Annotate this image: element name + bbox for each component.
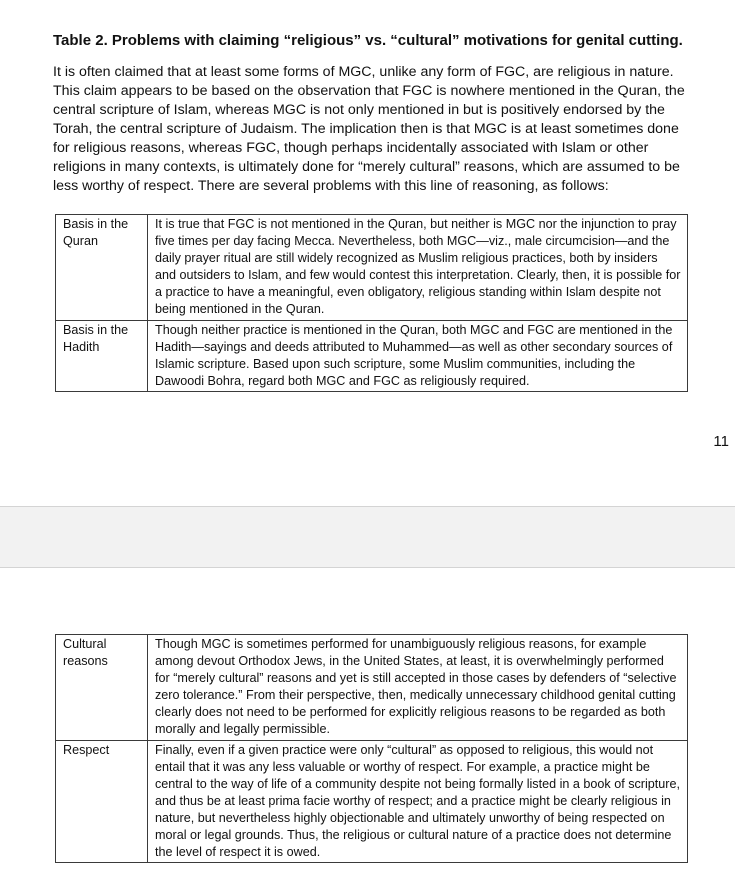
table-row	[56, 740, 688, 863]
row-text-cell: Though neither practice is mentioned in the Quran, both MGC and FGC are mentioned in the Hadith—sayings and deeds attributed to Muhammed—as well as other secondary sources of Islamic scripture. Based upon such scripture, some Muslim communities, including the Dawoodi Bohra, regard both MGC and FGC as religiously required.	[148, 320, 688, 391]
table-row	[56, 635, 688, 741]
row-text-cell: Finally, even if a given practice were only “cultural” as opposed to religious, this would not entail that it was any less valuable or worthy of respect. For example, a practice might be central to the way of life of a community despite not being formally listed in a book of scripture, and thus be at least prima facie worthy of respect; and a practice might be clearly religious in nature, but nevertheless highly objectionable and ultimately unworthy of being respected on moral or legal grounds. Thus, the religious or cultural nature of a practice does not determine the level of respect it is owed.	[148, 740, 688, 863]
page-number: 11	[713, 433, 729, 450]
row-label-cell: Basis in the Hadith	[56, 320, 148, 391]
row-label-cell: Basis in the Quran	[56, 215, 148, 321]
page-separator	[0, 506, 735, 568]
table-row	[56, 320, 688, 391]
row-label-cell: Cultural reasons	[56, 635, 148, 741]
table-title: Table 2. Problems with claiming “religious” vs. “cultural” motivations for genital cutting.	[53, 32, 683, 49]
table-row	[56, 215, 688, 321]
problems-table-part-2	[55, 634, 688, 863]
intro-paragraph: It is often claimed that at least some forms of MGC, unlike any form of FGC, are religious in nature. This claim appears to be based on the observation that FGC is nowhere mentioned in the Quran, the central scripture of Islam, whereas MGC is not only mentioned in but is positively endorsed by the Torah, the central scripture of Judaism. The implication then is that MGC is at least sometimes done for religious reasons, whereas FGC, though perhaps incidentally associated with Islam or other religions in many contexts, is ultimately done for “merely cultural” reasons, which are assumed to be less worthy of respect. There are several problems with this line of reasoning, as follows:	[53, 64, 685, 194]
row-label-cell: Respect	[56, 740, 148, 863]
problems-table-part-1	[55, 214, 688, 392]
row-text-cell: Though MGC is sometimes performed for unambiguously religious reasons, for example among devout Orthodox Jews, in the United States, at least, it is overwhelmingly performed for “merely cultural” reasons and yet is still accepted in those cases by defenders of “selective zero tolerance.” From their perspective, then, medically unnecessary childhood genital cutting clearly does not need to be performed for explicitly religious reasons to be regarded as both morally and legally permissible.	[148, 635, 688, 741]
row-text-cell: It is true that FGC is not mentioned in the Quran, but neither is MGC nor the injunction to pray five times per day facing Mecca. Nevertheless, both MGC—viz., male circumcision—and the daily prayer ritual are still widely recognized as Muslim religious practices, both by insiders and outsiders to Islam, and few would contest this interpretation. Clearly, then, it is possible for a practice to have a meaningful, even obligatory, religious standing within Islam despite not being mentioned in the Quran.	[148, 215, 688, 321]
